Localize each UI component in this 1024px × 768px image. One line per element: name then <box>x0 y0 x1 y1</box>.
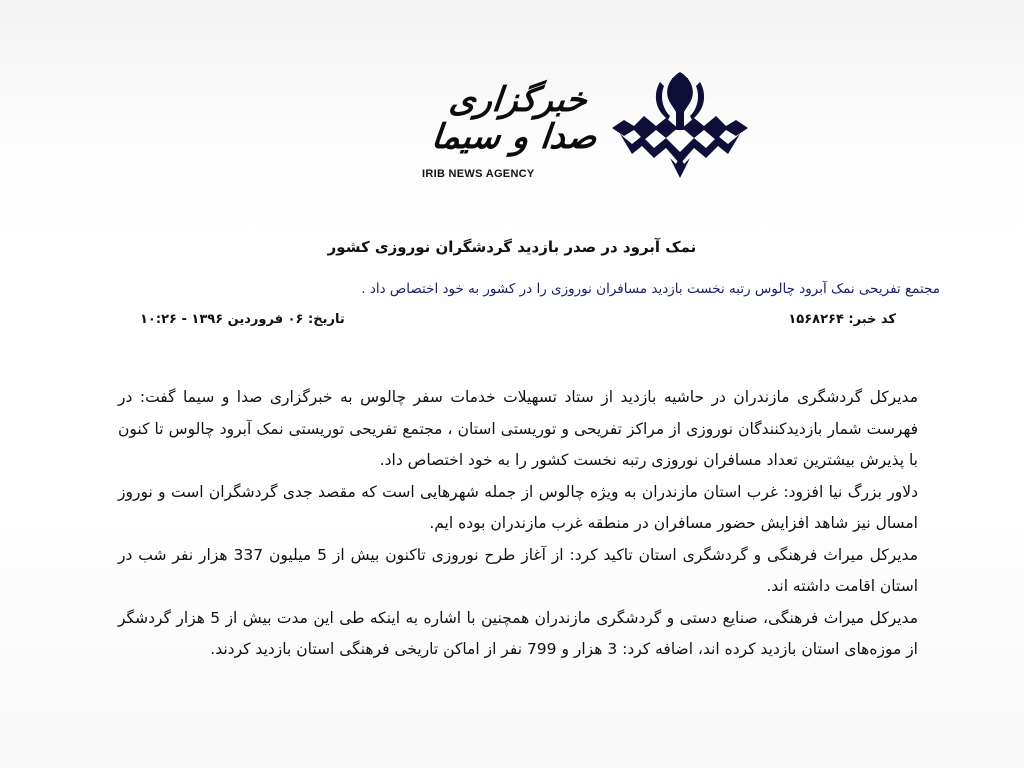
agency-logo <box>410 68 750 188</box>
article-body <box>118 382 918 666</box>
paragraph: مدیرکل میراث فرهنگی و گردشگری استان تاکید کرد: از آغاز طرح نوروزی تاکنون بیش از 5 میلیون 337 هزار نفر شب در استان اقامت داشته اند. <box>118 545 918 595</box>
agency-name-en: IRIB NEWS AGENCY <box>422 168 535 180</box>
article-headline: نمک آبرود در صدر بازدید گردشگران نوروزی کشور <box>327 238 697 256</box>
irib-emblem-icon <box>610 68 750 184</box>
article-meta <box>140 312 896 334</box>
publish-date: تاریخ: ۰۶ فروردین ۱۳۹۶ - ۱۰:۲۶ <box>140 312 345 327</box>
paragraph: مدیرکل گردشگری مازندران در حاشیه بازدید از ستاد تسهیلات خدمات سفر چالوس به خبرگزاری صدا و سیما گفت: در فهرست شمار بازدیدکنندگان نوروزی از مراکز تفریحی و توریستی استان ، مجتمع تفریحی توریستی نمک آبرود چالوس تا کنون با پذیرش بیشترین تعداد مسافران نوروزی رتبه نخست کشور را به خود اختصاص داد. <box>118 388 918 469</box>
paragraph: دلاور بزرگ نیا افزود: غرب استان مازندران به ویژه چالوس از جمله شهرهایی است که مقصد جدی گردشگران است و نوروز امسال نیز شاهد افزایش حضور مسافران در منطقه غرب مازندران بوده ایم. <box>118 482 918 532</box>
agency-name-fa: خبرگزاری صدا و سیما <box>429 80 599 158</box>
article-lead: مجتمع تفریحی نمک آبرود چالوس رتبه نخست بازدید مسافران نوروزی را در کشور به خود اختصاص داد . <box>361 281 940 297</box>
paragraph: مدیرکل میراث فرهنگی، صنایع دستی و گردشگری مازندران همچنین با اشاره به اینکه طی این مدت بیش از 5 هزار گردشگر از موزه‌های استان بازدید کرده اند، اضافه کرد: 3 هزار و 799 نفر از اماکن تاریخی فرهنگی استان بازدید کردند. <box>118 608 918 658</box>
news-code: کد خبر: ۱۵۶۸۲۶۴ <box>788 312 896 327</box>
